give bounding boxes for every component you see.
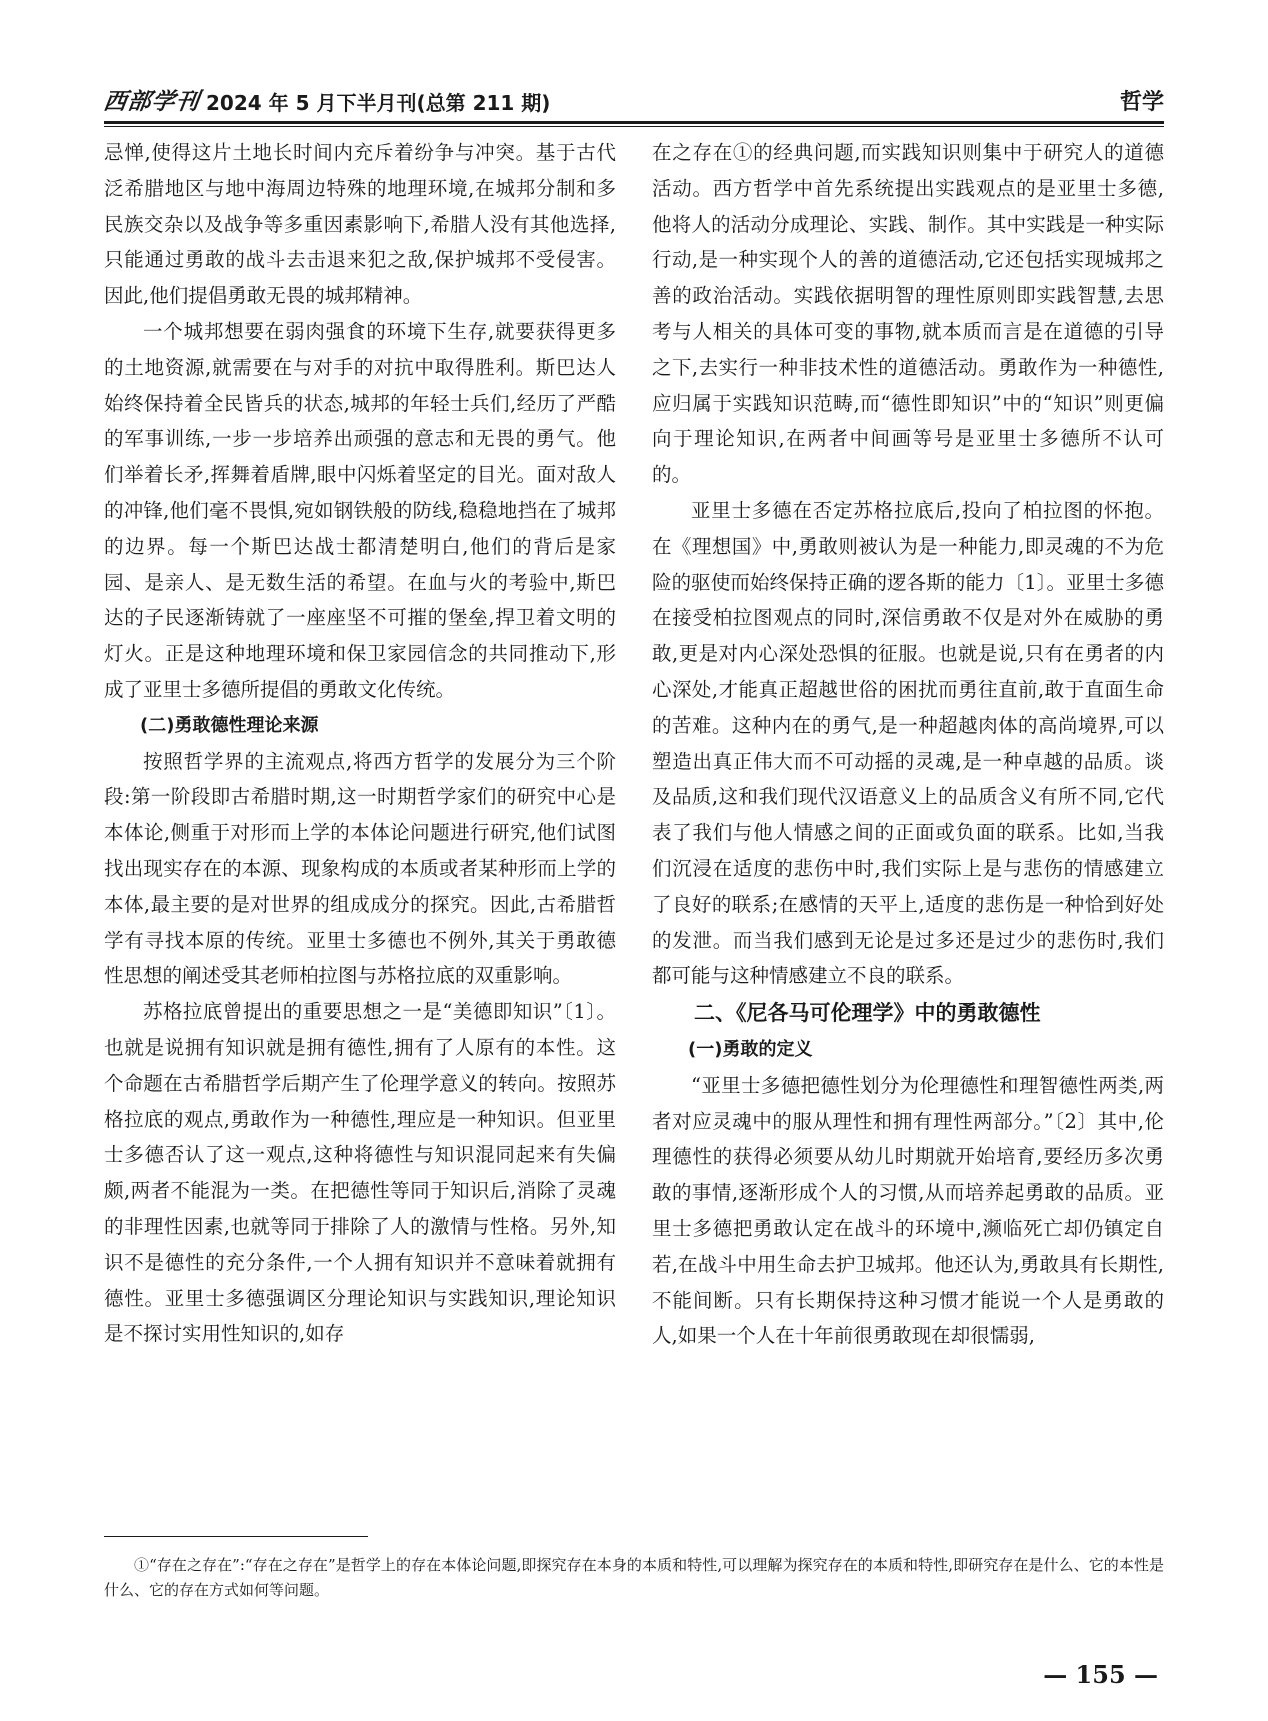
section-title: 二、《尼各马可伦理学》中的勇敢德性	[694, 1001, 1041, 1026]
subheading: (二)勇敢德性理论来源	[140, 714, 319, 736]
header-rule-thin	[104, 126, 1164, 127]
subheading: (一)勇敢的定义	[688, 1038, 813, 1060]
issue-info: 2024 年 5 月下半月刊(总第 211 期)	[206, 91, 551, 115]
footnote-rule	[104, 1536, 368, 1537]
header-left	[101, 83, 551, 116]
left-column	[104, 135, 616, 1352]
right-column	[652, 135, 1164, 1354]
header-rule	[104, 121, 1164, 124]
journal-logo: 西部学刊	[101, 88, 202, 115]
paragraph: 按照哲学界的主流观点,将西方哲学的发展分为三个阶段:第一阶段即古希腊时期,这一时期哲学家们的研究中心是本体论,侧重于对形而上学的本体论问题进行研究,他们试图找出现实存在的本源、现象构成的本质或者某种形而上学的本体,最主要的是对世界的组成成分的探究。因此,古希腊哲学有寻找本原的传统。亚里士多德也不例外,其关于勇敢德性思想的阐述受其老师柏拉图与苏格拉底的双重影响。	[104, 749, 616, 988]
paragraph: “亚里士多德把德性划分为伦理德性和理智德性两类,两者对应灵魂中的服从理性和拥有理性两部分。”〔2〕其中,伦理德性的获得必须要从幼儿时期就开始培育,要经历多次勇敢的事情,逐渐形成个人的习惯,从而培养起勇敢的品质。亚里士多德把勇敢认定在战斗的环境中,濒临死亡却仍镇定自若,在战斗中用生命去护卫城邦。他还认为,勇敢具有长期性,不能间断。只有长期保持这种习惯才能说一个人是勇敢的人,如果一个人在十年前很勇敢现在却很懦弱,	[652, 1073, 1164, 1348]
paragraph: 在之存在①的经典问题,而实践知识则集中于研究人的道德活动。西方哲学中首先系统提出实践观点的是亚里士多德,他将人的活动分成理论、实践、制作。其中实践是一种实际行动,是一种实现个人的善的道德活动,它还包括实现城邦之善的政治活动。实践依据明智的理性原则即实践智慧,去思考与人相关的具体可变的事物,就本质而言是在道德的引导之下,去实行一种非技术性的道德活动。勇敢作为一种德性,应归属于实践知识范畴,而“德性即知识”中的“知识”则更偏向于理论知识,在两者中间画等号是亚里士多德所不认可的。	[652, 141, 1164, 487]
paragraph: 忌惮,使得这片土地长时间内充斥着纷争与冲突。基于古代泛希腊地区与地中海周边特殊的地理环境,在城邦分制和多民族交杂以及战争等多重因素影响下,希腊人没有其他选择,只能通过勇敢的战斗去击退来犯之敌,保护城邦不受侵害。因此,他们提倡勇敢无畏的城邦精神。	[104, 141, 616, 308]
section-tag: 哲学	[1119, 90, 1164, 115]
footnote: ①“存在之存在”:“存在之存在”是哲学上的存在本体论问题,即探究存在本身的本质和特性,可以理解为探究存在的本质和特性,即研究存在是什么、它的本性是什么、它的存在方式如何等问题。	[104, 1556, 1164, 1599]
page-number: — 155 —	[1043, 1660, 1158, 1689]
paragraph: 苏格拉底曾提出的重要思想之一是“美德即知识”〔1〕。也就是说拥有知识就是拥有德性,拥有了人原有的本性。这个命题在古希腊哲学后期产生了伦理学意义的转向。按照苏格拉底的观点,勇敢作为一种德性,理应是一种知识。但亚里士多德否认了这一观点,这种将德性与知识混同起来有失偏颇,两者不能混为一类。在把德性等同于知识后,消除了灵魂的非理性因素,也就等同于排除了人的激情与性格。另外,知识不是德性的充分条件,一个人拥有知识并不意味着就拥有德性。亚里士多德强调区分理论知识与实践知识,理论知识是不探讨实用性知识的,如存	[104, 1000, 616, 1346]
running-header	[101, 86, 1164, 116]
paragraph: 一个城邦想要在弱肉强食的环境下生存,就要获得更多的土地资源,就需要在与对手的对抗中取得胜利。斯巴达人始终保持着全民皆兵的状态,城邦的年轻士兵们,经历了严酷的军事训练,一步一步培养出顽强的意志和无畏的勇气。他们举着长矛,挥舞着盾牌,眼中闪烁着坚定的目光。面对敌人的冲锋,他们毫不畏惧,宛如钢铁般的防线,稳稳地挡在了城邦的边界。每一个斯巴达战士都清楚明白,他们的背后是家园、是亲人、是无数生活的希望。在血与火的考验中,斯巴达的子民逐渐铸就了一座座坚不可摧的堡垒,捍卫着文明的灯火。正是这种地理环境和保卫家园信念的共同推动下,形成了亚里士多德所提倡的勇敢文化传统。	[104, 319, 616, 701]
paragraph: 亚里士多德在否定苏格拉底后,投向了柏拉图的怀抱。在《理想国》中,勇敢则被认为是一种能力,即灵魂的不为危险的驱使而始终保持正确的逻各斯的能力〔1〕。亚里士多德在接受柏拉图观点的同时,深信勇敢不仅是对外在威胁的勇敢,更是对内心深处恐惧的征服。也就是说,只有在勇者的内心深处,才能真正超越世俗的困扰而勇往直前,敢于直面生命的苦难。这种内在的勇气,是一种超越肉体的高尚境界,可以塑造出真正伟大而不可动摇的灵魂,是一种卓越的品质。谈及品质,这和我们现代汉语意义上的品质含义有所不同,它代表了我们与他人情感之间的正面或负面的联系。比如,当我们沉浸在适度的悲伤中时,我们实际上是与悲伤的情感建立了良好的联系;在感情的天平上,适度的悲伤是一种恰到好处的发泄。而当我们感到无论是过多还是过少的悲伤时,我们都可能与这种情感建立不良的联系。	[652, 498, 1164, 988]
